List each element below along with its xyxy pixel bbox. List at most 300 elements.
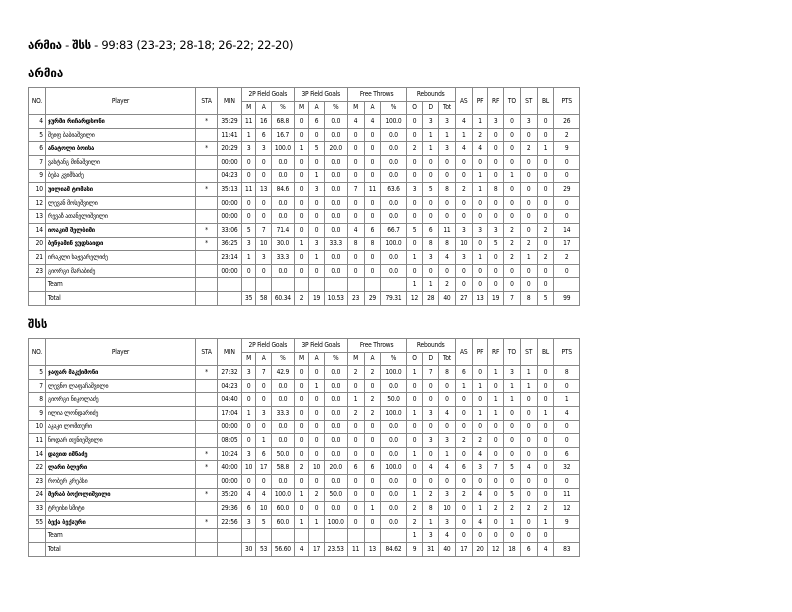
cell-no: 5 xyxy=(29,366,46,380)
cell-fg3p: 0.0 xyxy=(324,128,347,142)
header-free-throws: Free Throws xyxy=(347,339,406,353)
cell-sta: * xyxy=(196,447,218,461)
cell-as: 2 xyxy=(455,183,472,197)
cell-fg2m: 10 xyxy=(241,461,255,475)
cell-player: ირაკლი ხაჟვარელიძე xyxy=(45,251,195,265)
cell-fta: 0 xyxy=(364,515,381,529)
cell-bl: 0 xyxy=(537,474,554,488)
cell-fta: 0 xyxy=(364,474,381,488)
cell-o: 0 xyxy=(406,115,423,129)
cell-fg2m: 0 xyxy=(241,379,255,393)
header-pts: PTS xyxy=(554,88,580,115)
cell-fg3m: 0 xyxy=(294,169,308,183)
header-row xyxy=(29,88,580,102)
cell-ftp xyxy=(381,529,406,543)
header-no: NO. xyxy=(29,339,46,366)
cell-ftm: 2 xyxy=(347,366,364,380)
cell-min: 00:00 xyxy=(217,474,241,488)
cell-rf: 0 xyxy=(488,434,504,448)
cell-fg3a: 0 xyxy=(309,128,325,142)
cell-min: 00:00 xyxy=(217,210,241,224)
cell-to: 5 xyxy=(503,461,520,475)
title-team-b: შსს xyxy=(72,38,91,52)
cell-o: 0 xyxy=(406,474,423,488)
cell-o: 1 xyxy=(406,447,423,461)
cell-pts: 0 xyxy=(554,169,580,183)
cell-fg3a: 1 xyxy=(309,251,325,265)
cell-ftp: 0.0 xyxy=(381,420,406,434)
cell-fg3p xyxy=(324,529,347,543)
cell-fg2p: 60.34 xyxy=(271,291,294,305)
cell-o: 0 xyxy=(406,393,423,407)
cell-tot: 3 xyxy=(439,488,456,502)
cell-pf: 4 xyxy=(472,142,488,156)
cell-fg3m xyxy=(294,529,308,543)
cell-no: 14 xyxy=(29,447,46,461)
subheader-percent: % xyxy=(381,101,406,115)
cell-no: 7 xyxy=(29,155,46,169)
cell-fg3m: 0 xyxy=(294,210,308,224)
cell-rf: 0 xyxy=(488,210,504,224)
cell-pf: 3 xyxy=(472,223,488,237)
cell-sta: * xyxy=(196,488,218,502)
cell-ftm: 0 xyxy=(347,128,364,142)
cell-fg3p: 0.0 xyxy=(324,393,347,407)
cell-rf: 0 xyxy=(488,515,504,529)
cell-ftm: 0 xyxy=(347,488,364,502)
cell-pts: 29 xyxy=(554,183,580,197)
cell-fg3a: 0 xyxy=(309,223,325,237)
cell-ftp: 79.31 xyxy=(381,291,406,305)
cell-ftm: 0 xyxy=(347,264,364,278)
cell-pts xyxy=(554,278,580,292)
cell-fg3m: 0 xyxy=(294,434,308,448)
cell-ftm: 0 xyxy=(347,502,364,516)
cell-pts: 14 xyxy=(554,223,580,237)
cell-min: 27:32 xyxy=(217,366,241,380)
cell-min: 40:00 xyxy=(217,461,241,475)
cell-fg3a: 3 xyxy=(309,237,325,251)
player-row xyxy=(29,406,580,420)
player-row xyxy=(29,488,580,502)
cell-d: 0 xyxy=(423,420,439,434)
cell-pf: 2 xyxy=(472,434,488,448)
cell-fg2m: 6 xyxy=(241,502,255,516)
cell-tot: 0 xyxy=(439,420,456,434)
cell-to: 2 xyxy=(503,502,520,516)
cell-as: 0 xyxy=(455,278,472,292)
cell-as: 4 xyxy=(455,142,472,156)
cell-sta: * xyxy=(196,366,218,380)
cell-as: 0 xyxy=(455,393,472,407)
player-row xyxy=(29,183,580,197)
cell-pf: 1 xyxy=(472,183,488,197)
cell-st: 0 xyxy=(520,474,537,488)
cell-tot: 40 xyxy=(439,542,456,556)
cell-no: 11 xyxy=(29,434,46,448)
cell-o: 1 xyxy=(406,406,423,420)
cell-player: ლევან მოსეშვილი xyxy=(45,196,195,210)
cell-d: 5 xyxy=(423,183,439,197)
cell-no: 10 xyxy=(29,420,46,434)
cell-fg2a xyxy=(256,529,272,543)
cell-fg3p: 0.0 xyxy=(324,502,347,516)
cell-as: 0 xyxy=(455,196,472,210)
cell-fg2a: 0 xyxy=(256,210,272,224)
cell-no: 23 xyxy=(29,474,46,488)
cell-ftm: 0 xyxy=(347,142,364,156)
cell-to: 0 xyxy=(503,128,520,142)
cell-to: 0 xyxy=(503,529,520,543)
cell-tot: 4 xyxy=(439,406,456,420)
cell-as: 10 xyxy=(455,237,472,251)
cell-o: 0 xyxy=(406,379,423,393)
cell-rf: 0 xyxy=(488,196,504,210)
header-no: NO. xyxy=(29,88,46,115)
cell-fg3a: 0 xyxy=(309,474,325,488)
subheader-defensive: D xyxy=(423,352,439,366)
cell-fg2a: 4 xyxy=(256,488,272,502)
player-row xyxy=(29,379,580,393)
header-st: ST xyxy=(520,339,537,366)
header-row xyxy=(29,339,580,353)
cell-fg3m: 0 xyxy=(294,502,308,516)
cell-fta: 0 xyxy=(364,420,381,434)
cell-to: 0 xyxy=(503,447,520,461)
header-min: MIN xyxy=(217,339,241,366)
cell-player: ჯაფარ მაკქიმონი xyxy=(45,366,195,380)
cell-rf: 2 xyxy=(488,502,504,516)
cell-to: 5 xyxy=(503,488,520,502)
cell-to: 2 xyxy=(503,237,520,251)
cell-pts: 26 xyxy=(554,115,580,129)
cell-as: 0 xyxy=(455,474,472,488)
cell-pts: 0 xyxy=(554,420,580,434)
cell-tot: 40 xyxy=(439,291,456,305)
subheader-made: M xyxy=(241,101,255,115)
cell-bl: 0 xyxy=(537,461,554,475)
cell-fg2a: 0 xyxy=(256,196,272,210)
cell-fg2m: 1 xyxy=(241,251,255,265)
cell-fg2m: 3 xyxy=(241,366,255,380)
cell-fg2p: 68.8 xyxy=(271,115,294,129)
cell-min: 17:04 xyxy=(217,406,241,420)
cell-min: 35:20 xyxy=(217,488,241,502)
cell-fg2a: 3 xyxy=(256,142,272,156)
cell-o: 2 xyxy=(406,502,423,516)
cell-pts xyxy=(554,529,580,543)
cell-bl: 4 xyxy=(537,542,554,556)
cell-d: 0 xyxy=(423,196,439,210)
cell-fg2a: 10 xyxy=(256,502,272,516)
cell-bl: 0 xyxy=(537,278,554,292)
cell-no xyxy=(29,291,46,305)
cell-d: 0 xyxy=(423,379,439,393)
cell-fg3m: 2 xyxy=(294,461,308,475)
cell-fg3p: 0.0 xyxy=(324,251,347,265)
cell-fta: 0 xyxy=(364,379,381,393)
cell-ftp: 100.0 xyxy=(381,461,406,475)
cell-fg2a xyxy=(256,278,272,292)
cell-fg3p: 23.53 xyxy=(324,542,347,556)
cell-min: 35:29 xyxy=(217,115,241,129)
cell-fta: 13 xyxy=(364,542,381,556)
cell-bl: 0 xyxy=(537,529,554,543)
cell-fta: 0 xyxy=(364,142,381,156)
cell-to: 0 xyxy=(503,474,520,488)
cell-player: იოაკიმ შელბიმი xyxy=(45,223,195,237)
cell-pf: 0 xyxy=(472,393,488,407)
subheader-made: M xyxy=(241,352,255,366)
cell-sta xyxy=(196,210,218,224)
cell-bl: 1 xyxy=(537,515,554,529)
cell-min: 00:00 xyxy=(217,264,241,278)
cell-player: ლარი ბლერი xyxy=(45,461,195,475)
cell-o: 0 xyxy=(406,434,423,448)
cell-fg3a: 1 xyxy=(309,379,325,393)
cell-fg2a: 13 xyxy=(256,183,272,197)
cell-pf: 0 xyxy=(472,278,488,292)
cell-fg2m: 11 xyxy=(241,183,255,197)
cell-st: 0 xyxy=(520,155,537,169)
cell-rf: 1 xyxy=(488,366,504,380)
team-row xyxy=(29,278,580,292)
cell-fg2p: 100.0 xyxy=(271,142,294,156)
cell-fg2m: 3 xyxy=(241,142,255,156)
cell-fg2p: 0.0 xyxy=(271,210,294,224)
header-player: Player xyxy=(45,339,195,366)
cell-to: 0 xyxy=(503,210,520,224)
cell-fg2m: 0 xyxy=(241,210,255,224)
cell-rf: 5 xyxy=(488,237,504,251)
cell-fta: 6 xyxy=(364,223,381,237)
cell-d: 31 xyxy=(423,542,439,556)
cell-rf: 0 xyxy=(488,128,504,142)
cell-st: 2 xyxy=(520,142,537,156)
header-3p-field-goals: 3P Field Goals xyxy=(294,339,347,353)
cell-fg2p: 0.0 xyxy=(271,379,294,393)
player-row xyxy=(29,169,580,183)
cell-bl: 0 xyxy=(537,420,554,434)
box-score-table-ssu xyxy=(28,338,580,557)
cell-st: 3 xyxy=(520,115,537,129)
cell-fta: 11 xyxy=(364,183,381,197)
cell-o: 1 xyxy=(406,251,423,265)
cell-ftp: 0.0 xyxy=(381,379,406,393)
cell-rf: 0 xyxy=(488,529,504,543)
cell-player: ვახტანგ მინაშვილი xyxy=(45,155,195,169)
cell-tot: 1 xyxy=(439,447,456,461)
cell-ftm: 0 xyxy=(347,169,364,183)
cell-bl: 0 xyxy=(537,447,554,461)
cell-player: Total xyxy=(45,542,195,556)
cell-rf: 12 xyxy=(488,542,504,556)
cell-fta: 2 xyxy=(364,393,381,407)
cell-sta: * xyxy=(196,115,218,129)
cell-st: 8 xyxy=(520,291,537,305)
cell-fg3p: 50.0 xyxy=(324,488,347,502)
cell-st: 1 xyxy=(520,366,537,380)
cell-as: 0 xyxy=(455,169,472,183)
cell-fg3p: 0.0 xyxy=(324,406,347,420)
cell-fg2p: 60.0 xyxy=(271,502,294,516)
player-row xyxy=(29,366,580,380)
cell-pf: 4 xyxy=(472,515,488,529)
cell-no: 55 xyxy=(29,515,46,529)
cell-no: 9 xyxy=(29,406,46,420)
cell-sta: * xyxy=(196,223,218,237)
header-rf: RF xyxy=(488,88,504,115)
cell-fg2a: 16 xyxy=(256,115,272,129)
cell-sta xyxy=(196,434,218,448)
cell-no: 8 xyxy=(29,393,46,407)
cell-sta xyxy=(196,169,218,183)
cell-fg2m: 0 xyxy=(241,420,255,434)
subheader-defensive: D xyxy=(423,101,439,115)
cell-pf: 2 xyxy=(472,128,488,142)
cell-min xyxy=(217,278,241,292)
cell-pf: 0 xyxy=(472,529,488,543)
player-row xyxy=(29,155,580,169)
cell-to: 2 xyxy=(503,251,520,265)
player-row xyxy=(29,434,580,448)
cell-fg2a: 10 xyxy=(256,237,272,251)
cell-sta xyxy=(196,529,218,543)
cell-st: 0 xyxy=(520,447,537,461)
cell-ftp: 0.0 xyxy=(381,210,406,224)
cell-pf: 1 xyxy=(472,115,488,129)
cell-o: 12 xyxy=(406,291,423,305)
cell-as: 0 xyxy=(455,529,472,543)
cell-bl: 0 xyxy=(537,183,554,197)
subheader-made: M xyxy=(294,101,308,115)
cell-min: 10:24 xyxy=(217,447,241,461)
cell-pf: 1 xyxy=(472,502,488,516)
cell-d: 8 xyxy=(423,502,439,516)
cell-as: 2 xyxy=(455,434,472,448)
cell-as: 2 xyxy=(455,488,472,502)
cell-player: მერაბ ბოქოლიშვილი xyxy=(45,488,195,502)
cell-sta: * xyxy=(196,237,218,251)
cell-fg2a: 3 xyxy=(256,406,272,420)
cell-fg2m: 11 xyxy=(241,115,255,129)
cell-fg2a: 53 xyxy=(256,542,272,556)
cell-ftm: 0 xyxy=(347,210,364,224)
subheader-percent: % xyxy=(324,352,347,366)
cell-tot: 3 xyxy=(439,515,456,529)
cell-min: 33:06 xyxy=(217,223,241,237)
cell-fg2m: 0 xyxy=(241,434,255,448)
cell-d: 0 xyxy=(423,169,439,183)
cell-fg3m: 2 xyxy=(294,291,308,305)
cell-sta: * xyxy=(196,515,218,529)
cell-fg3a: 0 xyxy=(309,406,325,420)
player-row xyxy=(29,502,580,516)
cell-fg2a: 0 xyxy=(256,379,272,393)
cell-fg2a: 0 xyxy=(256,169,272,183)
cell-o: 0 xyxy=(406,264,423,278)
cell-fta: 8 xyxy=(364,237,381,251)
cell-pts: 0 xyxy=(554,474,580,488)
team-heading-army: არმია xyxy=(28,66,64,80)
cell-player: ილია ლონდარიძე xyxy=(45,406,195,420)
header-to: TO xyxy=(503,339,520,366)
cell-d: 3 xyxy=(423,251,439,265)
cell-as: 17 xyxy=(455,542,472,556)
cell-bl: 0 xyxy=(537,488,554,502)
box-score-table-army xyxy=(28,87,580,306)
cell-player: ლევნო ლაფაჩაშვილი xyxy=(45,379,195,393)
cell-fg3m: 1 xyxy=(294,237,308,251)
player-row xyxy=(29,142,580,156)
cell-rf: 1 xyxy=(488,393,504,407)
cell-fg3p: 0.0 xyxy=(324,434,347,448)
cell-tot: 8 xyxy=(439,183,456,197)
subheader-percent: % xyxy=(271,101,294,115)
cell-o: 0 xyxy=(406,155,423,169)
cell-fg2a: 7 xyxy=(256,223,272,237)
cell-ftp: 0.0 xyxy=(381,447,406,461)
cell-bl: 2 xyxy=(537,223,554,237)
cell-fg2p: 42.9 xyxy=(271,366,294,380)
cell-player: ანატოლი ბოისა xyxy=(45,142,195,156)
cell-fg3p: 0.0 xyxy=(324,155,347,169)
cell-pts: 9 xyxy=(554,142,580,156)
cell-d: 1 xyxy=(423,142,439,156)
cell-fta: 0 xyxy=(364,128,381,142)
cell-fg3a: 10 xyxy=(309,461,325,475)
cell-to: 1 xyxy=(503,393,520,407)
cell-ftp: 0.0 xyxy=(381,474,406,488)
cell-min: 00:00 xyxy=(217,420,241,434)
cell-fg2m: 1 xyxy=(241,128,255,142)
cell-player: ჯურმი რიჩარდსონი xyxy=(45,115,195,129)
cell-fta: 0 xyxy=(364,434,381,448)
cell-fg3p: 0.0 xyxy=(324,223,347,237)
cell-sta xyxy=(196,291,218,305)
cell-rf: 0 xyxy=(488,420,504,434)
cell-bl: 0 xyxy=(537,379,554,393)
cell-o: 0 xyxy=(406,237,423,251)
cell-rf: 0 xyxy=(488,264,504,278)
cell-fg3m: 0 xyxy=(294,155,308,169)
cell-bl: 1 xyxy=(537,406,554,420)
cell-d: 2 xyxy=(423,488,439,502)
player-row xyxy=(29,128,580,142)
cell-fg2a: 6 xyxy=(256,447,272,461)
cell-no: 23 xyxy=(29,264,46,278)
cell-st: 0 xyxy=(520,406,537,420)
header-sta: STA xyxy=(196,339,218,366)
cell-bl: 0 xyxy=(537,169,554,183)
cell-sta xyxy=(196,502,218,516)
cell-fg3p: 0.0 xyxy=(324,210,347,224)
cell-fg3m: 0 xyxy=(294,366,308,380)
header-rebounds: Rebounds xyxy=(406,339,455,353)
cell-o: 0 xyxy=(406,169,423,183)
cell-player: გიორგი ნიკოლაძე xyxy=(45,393,195,407)
cell-to: 7 xyxy=(503,291,520,305)
cell-pts: 0 xyxy=(554,196,580,210)
cell-fg2a: 0 xyxy=(256,155,272,169)
cell-ftp: 63.6 xyxy=(381,183,406,197)
cell-o: 2 xyxy=(406,515,423,529)
cell-d: 7 xyxy=(423,366,439,380)
cell-no: 7 xyxy=(29,379,46,393)
cell-rf: 8 xyxy=(488,183,504,197)
cell-fg3a: 0 xyxy=(309,210,325,224)
cell-ftp: 0.0 xyxy=(381,264,406,278)
